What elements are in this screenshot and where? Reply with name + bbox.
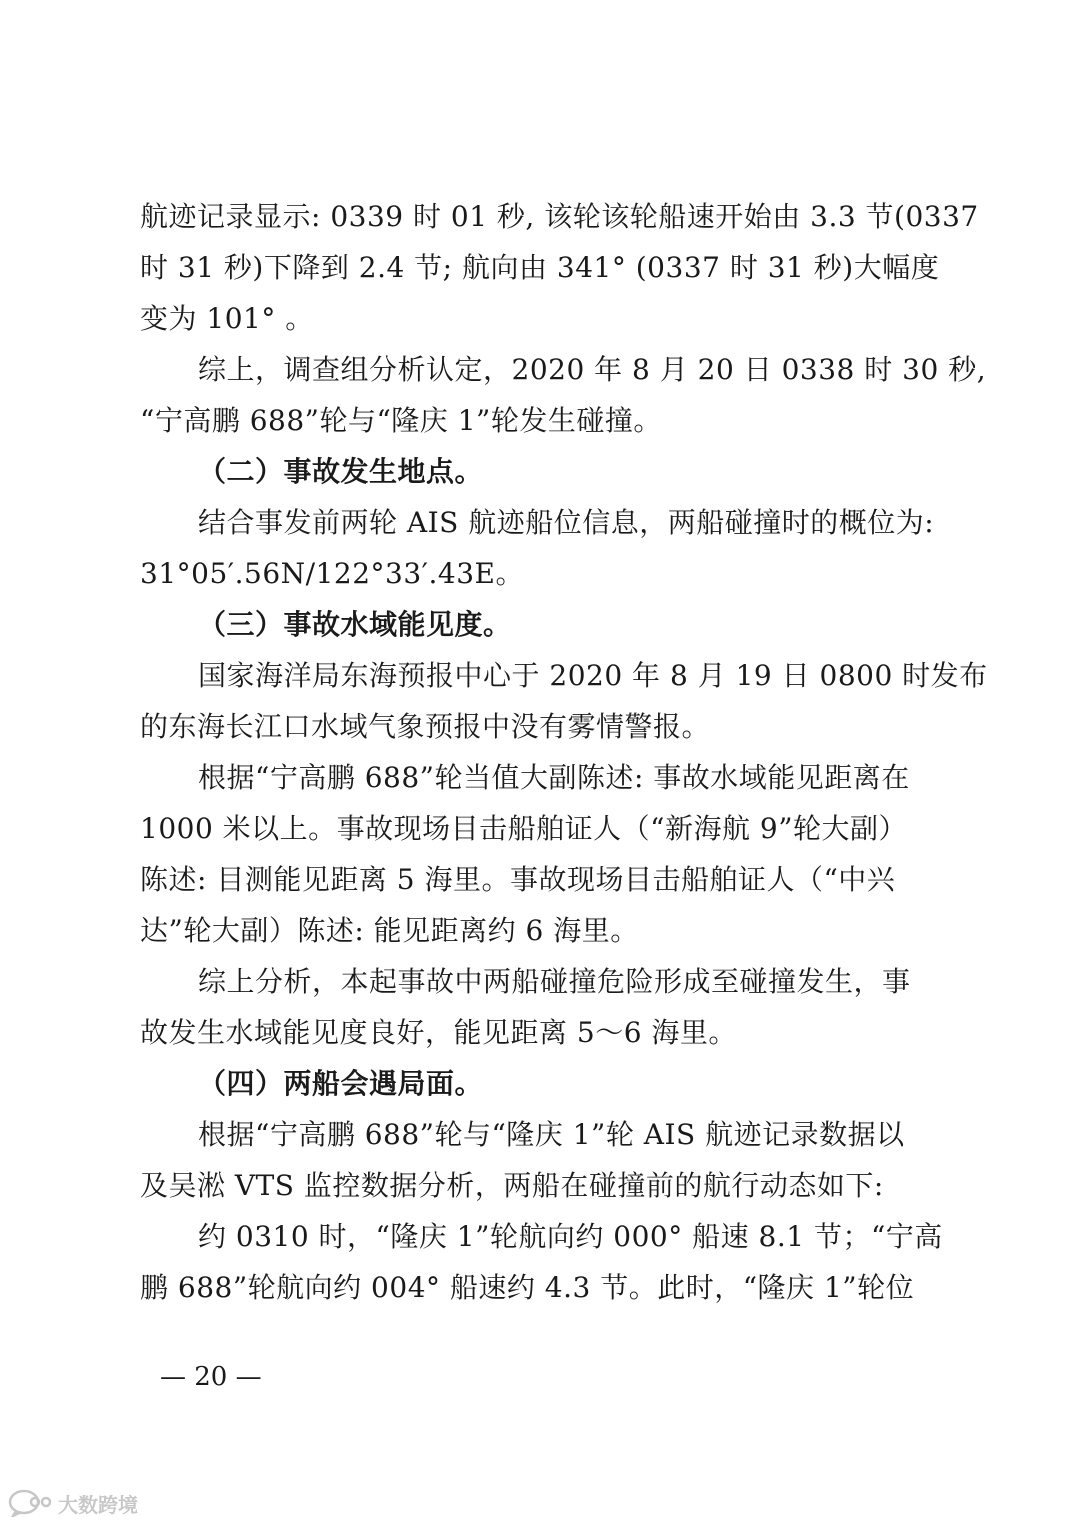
paragraph-start-line: 根据“宁高鹏 688”轮当值大副陈述: 事故水域能见距离在 <box>198 761 910 794</box>
text-line: 故发生水域能见度良好，能见距离 5～6 海里。 <box>140 1016 737 1049</box>
paragraph-start-line: 约 0310 时，“隆庆 1”轮航向约 000° 船速 8.1 节；“宁高 <box>198 1220 943 1253</box>
text-line: 1000 米以上。事故现场目击船舶证人（“新海航 9”轮大副） <box>140 812 908 845</box>
paragraph-start-line: 根据“宁高鹏 688”轮与“隆庆 1”轮 AIS 航迹记录数据以 <box>198 1118 905 1151</box>
text-line: 时 31 秒)下降到 2.4 节; 航向由 341° (0337 时 31 秒)大幅度 <box>140 251 940 284</box>
paragraph-start-line: 综上，调查组分析认定，2020 年 8 月 20 日 0338 时 30 秒, <box>198 353 987 386</box>
section-heading: （二）事故发生地点。 <box>198 455 484 488</box>
text-line: 陈述: 目测能见距离 5 海里。事故现场目击船舶证人（“中兴 <box>140 863 896 896</box>
section-heading: （三）事故水域能见度。 <box>198 608 512 641</box>
watermark <box>8 1488 138 1518</box>
page-number: — 20 — <box>160 1362 262 1392</box>
paragraph-start-line: 综上分析，本起事故中两船碰撞危险形成至碰撞发生，事 <box>198 965 911 998</box>
chat-bubble-logo-icon <box>8 1489 54 1517</box>
paragraph-start-line: 国家海洋局东海预报中心于 2020 年 8 月 19 日 0800 时发布 <box>198 659 988 692</box>
text-line: 达”轮大副）陈述: 能见距离约 6 海里。 <box>140 914 639 947</box>
text-line: 及吴淞 VTS 监控数据分析，两船在碰撞前的航行动态如下: <box>140 1169 884 1202</box>
text-line: 变为 101° 。 <box>140 302 314 335</box>
text-line: 的东海长江口水域气象预报中没有雾情警报。 <box>140 710 711 743</box>
text-line: “宁高鹏 688”轮与“隆庆 1”轮发生碰撞。 <box>140 404 662 437</box>
text-line: 31°05′.56N/122°33′.43E。 <box>140 557 524 590</box>
section-heading: （四）两船会遇局面。 <box>198 1067 484 1100</box>
text-line: 航迹记录显示: 0339 时 01 秒, 该轮该轮船速开始由 3.3 节(0337 <box>140 200 979 233</box>
paragraph-start-line: 结合事发前两轮 AIS 航迹船位信息，两船碰撞时的概位为: <box>198 506 935 539</box>
text-line: 鹏 688”轮航向约 004° 船速约 4.3 节。此时，“隆庆 1”轮位 <box>140 1271 915 1304</box>
watermark-text: 大数跨境 <box>58 1492 138 1517</box>
